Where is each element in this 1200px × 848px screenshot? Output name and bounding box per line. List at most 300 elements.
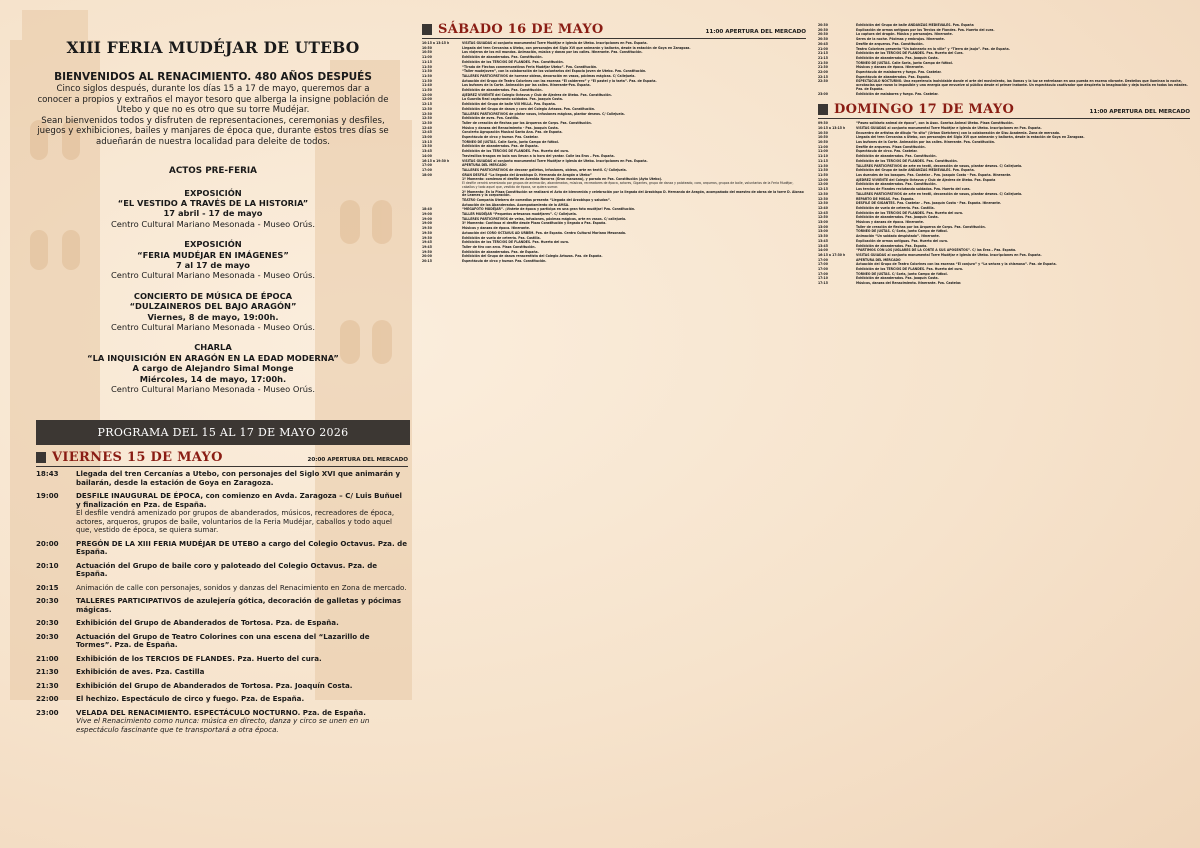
event-text: Los viajeros de los mil mundos. Animación, música y danza por las calles. Itinerante. Pza. Constitución. xyxy=(462,50,643,55)
event-description xyxy=(856,93,1190,97)
event-text: “Paseo solidario animal de época”, con la Asoc. Sonrisa Animal Utebo. Plaza Constitución. xyxy=(856,121,1014,126)
day-title: VIERNES 15 DE MAYO xyxy=(52,450,223,465)
event-time: 20:10 xyxy=(36,560,59,570)
event-time: 17:00 xyxy=(422,163,432,168)
event-time: 13:00 xyxy=(818,224,828,229)
event-time: 19:00 xyxy=(36,491,59,500)
event-text: AJEDREZ VIVIENTE del Colegio Octavus y Club de Ajedrez de Utebo. Pza. Constitución. xyxy=(462,92,612,97)
event-time: 12:30 xyxy=(818,196,828,201)
event-time: 21:30 xyxy=(818,60,828,65)
pre-feria-heading: ACTOS PRE-FERIA xyxy=(169,165,257,176)
event-text: Animación “Un soldado despistado”. Itinerante. xyxy=(856,234,940,239)
pre-feria-line: Centro Cultural Mariano Mesonada - Museo Orús. xyxy=(110,270,315,281)
event-time: 10:30 xyxy=(818,130,828,135)
event-description xyxy=(76,562,408,579)
event-time: 10:50 xyxy=(422,50,432,55)
event-text: TALLERES PARTICIPATIVOS de decorar galletas, infusiones, obleas, arte en textil. C/ Callejuela. xyxy=(462,167,627,172)
event-time: 11:50 xyxy=(422,88,432,93)
event-time: 10:50 xyxy=(818,135,828,140)
event-text: Exhibición de los TERCIOS DE FLANDES. Pza. Huerto del cura. xyxy=(856,267,964,272)
event-time: 20:45 xyxy=(818,41,828,46)
event-time: 22:30 xyxy=(818,79,828,84)
event-time xyxy=(422,178,462,189)
market-opening-note: 11:00 APERTURA DEL MERCADO xyxy=(1089,109,1190,116)
event-time: 21:30 xyxy=(818,65,828,70)
event-text: Teatro Colorines presenta “Un balneario en la ville” y “Tierra de Jauja”. Pza. de España. xyxy=(856,46,1010,51)
event-description xyxy=(856,282,1190,286)
event-row xyxy=(36,470,408,487)
event-text: Espectáculo de circo y humor. Pza. Constitución. xyxy=(462,259,547,264)
event-text: Exhibición de abanderados. Pza. de España. xyxy=(462,249,539,254)
pre-feria-line: EXPOSICIÓN xyxy=(184,239,242,250)
event-text: Espectáculo de circo. Pza. Castelar. xyxy=(856,149,918,154)
event-time: 12:50 xyxy=(818,215,828,220)
event-time: 20:30 xyxy=(36,631,59,641)
event-text: “PARTIMOS CON LOS JUGLARES DE LA CORTE A SUS APOSENTOS”. C/ las Eras – Pza. España. xyxy=(856,248,1017,253)
pre-feria-event xyxy=(36,188,390,230)
event-time: 12:30 xyxy=(422,116,432,121)
event-time: 12:00 xyxy=(422,97,432,102)
event-text: Exhibición del Grupo de baile ANDANZAS MEDIEVALES. Pza. España. xyxy=(856,168,975,173)
event-time: 10:15 a 13:15 h xyxy=(422,41,450,45)
event-text: TEATRO Compañía Utebera de comedias presenta “Llegada del Arzobispo y saludos”. xyxy=(462,197,611,202)
event-text: Actuación del Grupo de Teatro Colorines con una escena del “Lazarillo de Tormes”. Pza. de España. xyxy=(76,631,370,649)
event-row xyxy=(36,584,408,593)
event-time: 11:30 xyxy=(422,73,432,78)
event-time: 10:15 a 13:15 h xyxy=(818,125,846,130)
event-text: “MEGAFOTO MUDÉJAR”. ¡Vístete de época y participa en una gran foto mudéjar! Pza. Constitución. xyxy=(462,207,636,212)
event-time: 13:45 xyxy=(818,238,828,243)
event-time: 12:15 xyxy=(818,187,828,192)
bullet-square-icon xyxy=(422,24,432,35)
event-text: Exhibición de vuelo de cetrería. Pza. Castilla. xyxy=(462,235,541,240)
event-time: 21:15 xyxy=(818,51,828,56)
event-description xyxy=(462,178,806,189)
event-text: Taller de creación de flechas por los Arqueros de Corps. Pza. Constitución. xyxy=(856,224,986,229)
event-time: 20:15 xyxy=(36,582,59,592)
event-time: 12:15 xyxy=(422,102,432,107)
pre-feria-line: CHARLA xyxy=(194,342,232,353)
event-text: Desfile de arqueros. Plaza Constitución. xyxy=(856,144,926,149)
event-text: Desfile de arqueros. Pza. Constitución. xyxy=(856,41,924,46)
pre-feria-line: EXPOSICIÓN xyxy=(184,187,242,198)
event-text: Los duendes de los bosques. Pza. Castelar – Pza. Joaquín Costa - Pza. España. Itinerante. xyxy=(856,172,1012,177)
event-text: APERTURA DEL MERCADO xyxy=(856,257,901,262)
event-text: Explicación de armas antiguas por los Tercios de Flandes. Pza. Huerto del cura. xyxy=(856,27,995,32)
event-text: TORNEO DE JUSTAS. C/ Soria, junto Campo de fútbol. xyxy=(856,229,948,234)
event-time: 22:15 xyxy=(818,74,828,79)
welcome-heading: BIENVENIDOS AL RENACIMIENTO. 480 AÑOS DESPUÉS xyxy=(54,71,372,83)
event-time: 10:50 xyxy=(818,140,828,145)
event-italic-note: Vive el Renacimiento como nunca: música en directo, danza y circo se unen en un espectáculo fascinante que te transportará a otra época. xyxy=(76,716,370,734)
event-note: El desfile vendrá amenizado por grupos de animación, abanderados, músicos, recreadores de época, actores, Gigantes, grupo de danza y paloteado, coro, arqueros, grupos de baile, voluntarios de la Feria Mudéjar, caballos y todo aquel que, vestido de época, se quiera sumar. xyxy=(462,181,794,189)
event-text: Taller de creación de flechas por los Arqueros de Corps. Pza. Constitución. xyxy=(462,120,592,125)
event-row xyxy=(36,668,408,677)
pre-feria-line: “FERIA MUDÉJAR EN IMÁGENES” xyxy=(137,249,289,260)
day-header xyxy=(422,22,806,39)
pre-feria-line: 17 abril - 17 de mayo xyxy=(163,208,263,219)
event-time: 12:00 xyxy=(818,182,828,187)
event-text: El hechizo. Espectáculo de circo y fuego. Pza. de España. xyxy=(76,694,305,703)
event-time: 20:30 xyxy=(36,596,59,605)
event-time: 19:45 xyxy=(422,240,432,245)
event-description xyxy=(76,695,408,704)
right-column xyxy=(812,0,1200,848)
event-text: VELADA DEL RENACIMIENTO. ESPECTÁCULO NOCTURNO. Pza. de España. xyxy=(76,707,366,717)
event-time: 22:00 xyxy=(818,70,828,75)
event-row xyxy=(818,80,1190,91)
event-time: 12:45 xyxy=(818,210,828,215)
event-time: 18:00 xyxy=(422,172,432,177)
event-text: TALLERES PARTICIPATIVOS de arte en textil, decoración de vasos, plantar deseos. C/ Callejuela. xyxy=(856,163,1023,168)
event-text: Exhibición de malabares y fuego. Pza. Castelar. xyxy=(856,91,939,96)
event-text: Exhibición de abanderados. Pza. Constitución. xyxy=(462,88,543,93)
event-time: 20:00 xyxy=(36,538,59,548)
page-title: XIII FERIA MUDÉJAR DE UTEBO xyxy=(66,38,360,57)
event-time: 19:00 xyxy=(422,212,432,217)
event-time: 19:30 xyxy=(422,226,432,231)
event-note: Animación de calle con personajes, sonidos y danzas del Renacimiento en Zona de mercado. xyxy=(76,582,407,592)
event-description xyxy=(76,492,408,535)
event-text: Actuación de los Abanderados. Acompañamiento de la AMSA. xyxy=(462,202,570,207)
event-time: 11:40 xyxy=(422,83,432,88)
event-row xyxy=(36,709,408,735)
event-time xyxy=(422,199,462,203)
event-time: 16:15 a 17:30 h xyxy=(818,252,846,257)
event-text: TORNEO DE JUSTAS. C/ Soria, junto Campo de fútbol. xyxy=(856,271,948,276)
event-text: Espectáculo de malabares y fuego. Pza. Castelar. xyxy=(856,70,942,75)
event-description xyxy=(462,160,806,164)
event-text: Músicas y danzas de época. Itinerante. xyxy=(856,65,924,70)
event-text: Encuentro de artistas de dibujo “in situ” (Urban Sketchers) con la colaboración de Sisu Academia. Zona de mercado. xyxy=(856,130,1061,135)
event-time: 20:30 xyxy=(818,23,828,27)
pre-feria-list xyxy=(36,188,390,395)
event-list xyxy=(36,470,408,734)
pre-feria-line: A cargo de Alejandro Simal Monge xyxy=(132,363,294,374)
event-description xyxy=(76,668,408,677)
event-text: Exhibición de los TERCIOS DE FLANDES. Pza. Huerto del cura. xyxy=(462,149,570,154)
event-time: 20:30 xyxy=(818,37,828,42)
day-header xyxy=(36,450,408,467)
event-time: 21:00 xyxy=(36,653,59,663)
event-time: 13:00 xyxy=(818,220,828,225)
event-text: Músicas y danzas de época. Itinerante. xyxy=(856,220,924,225)
event-time: 11:30 xyxy=(422,69,432,74)
event-text: Exhibición de abanderados. Pza. Joaquín Costa. xyxy=(856,55,939,60)
event-time: 12:30 xyxy=(818,191,828,196)
event-time: 12:30 xyxy=(818,201,828,206)
pre-feria-line: Miércoles, 14 de mayo, 17:00h. xyxy=(139,373,287,384)
event-time: 23:00 xyxy=(36,707,59,717)
event-text: PREGÓN DE LA XIII FERIA MUDÉJAR DE UTEBO a cargo del Colegio Octavus. Pza. de España. xyxy=(76,538,408,556)
event-text: Actuación del Grupo de Teatro Colorines con las escenas “El conjuro” y “La señora y la chismosa”. Pza. de España. xyxy=(856,262,1057,267)
event-text: Concierto Agrupación Musical Santa Ana. Pza. de España. xyxy=(462,130,563,135)
day-title: DOMINGO 17 DE MAYO xyxy=(834,102,1015,118)
pre-feria-line: CONCIERTO DE MÚSICA DE ÉPOCA xyxy=(133,290,293,301)
event-note: El desfile vendrá amenizado por grupos de abanderados, músicos, recreadores de época, actores, arqueros, grupos de baile, voluntarios de la Feria Mudéjar, caballos y todo aquel que, vestido de época, se quiera sumar. xyxy=(76,508,395,534)
event-text: Exhibición de los TERCIOS DE FLANDES. Pza. Constitución. xyxy=(462,59,564,64)
event-text: Exhibición de los TERCIOS DE FLANDES. Pza. Huerto del Cura. xyxy=(856,51,964,56)
event-text: Taller de tiro con arco. Plaza Constitución. xyxy=(462,244,536,249)
event-row xyxy=(818,282,1190,286)
pre-feria-event xyxy=(36,239,390,281)
event-text: Exhibición de los TERCIOS DE FLANDES. Pza. Huerto del cura. xyxy=(856,210,964,215)
event-text: Espectáculo de circo y humor. Pza. Castelar. xyxy=(462,135,539,140)
event-text: TALLERES PARTICIPATIVOS de hornear obleas, decoración en vasos, pócimas mágicas. C/ Callejuela. xyxy=(462,73,636,78)
event-text: APERTURA DEL MERCADO xyxy=(462,163,507,168)
event-text: Exhibición de abanderados. Pza. Constitución. xyxy=(856,154,937,159)
event-text: Exhibición del Grupo de Abanderados de Tortosa. Pza. de España. xyxy=(76,618,339,627)
event-text: TALLER MUDÉJAR “Pequeños artesanos mudéjares”. C/ Callejuela. xyxy=(462,212,577,217)
event-time: 12:00 xyxy=(422,92,432,97)
event-text: Exhibición de los TERCIOS DE FLANDES. Pza. Constitución. xyxy=(856,158,958,163)
event-time: 12:45 xyxy=(422,130,432,135)
event-time: 19:00 xyxy=(422,221,432,226)
event-text: Llegada del tren Cercanías a Utebo, con personajes del Siglo XVI que animarán y bailarán, desde la estación de Goya en Zaragoza. xyxy=(462,45,691,50)
day-sunday xyxy=(818,102,1190,286)
event-list xyxy=(422,42,806,264)
event-description xyxy=(76,584,408,593)
event-description xyxy=(76,540,408,557)
event-time: 11:30 xyxy=(818,168,828,173)
event-time: 17:00 xyxy=(818,271,828,276)
event-text: Exhibición del Grupo de Abanderados de Tortosa. Pza. Joaquín Costa. xyxy=(76,680,353,690)
event-text: GRAN DESFILE “La llegada del Arzobispo D. Hernando de Aragón a Utebo” xyxy=(462,172,592,177)
event-text: Espectáculo de abanderados. Pza. España. xyxy=(856,74,931,79)
event-text: Exhibición de abanderados. Pza. España. xyxy=(856,243,928,248)
event-time: 11:30 xyxy=(818,163,828,168)
pre-feria-line: “EL VESTIDO A TRAVÉS DE LA HISTORIA” xyxy=(117,197,309,208)
event-description xyxy=(76,470,408,487)
event-text: Música y danzas del Renacimiento - Pza. Joaquín Costa. xyxy=(462,125,559,130)
event-text: Seres de la noche. Pócimas y embrujos. Itinerante. xyxy=(856,37,945,42)
event-text: VISITAS GUIADAS al conjunto monumental Torre Mudéjar e Iglesia de Utebo. Inscripciones en Pza. España. xyxy=(856,125,1042,130)
event-row xyxy=(36,633,408,650)
event-text: 3º Momento: Continua el desfile desde Plaza Constitución y llegada a Pza. España. xyxy=(462,221,607,226)
event-time: 11:00 xyxy=(422,55,432,60)
event-row xyxy=(36,540,408,557)
event-text: TORNEO DE JUSTAS. Calle Soria, junto Campo de fútbol. xyxy=(462,139,559,144)
event-description xyxy=(76,619,408,628)
event-time: 20:30 xyxy=(36,618,59,627)
event-time: 18:43 xyxy=(36,469,59,478)
event-time: 13:30 xyxy=(422,144,432,149)
event-text: Explicación de armas antiguas. Pza. Huerto del cura. xyxy=(856,238,949,243)
event-time: 20:30 xyxy=(818,32,828,37)
event-time: 20:00 xyxy=(422,254,432,259)
event-description xyxy=(462,260,806,264)
event-time: 21:15 xyxy=(818,55,828,60)
event-text: Exhibición del Grupo de baile ANDANZAS MEDIEVALES. Pza. España xyxy=(856,23,974,27)
event-time: 11:30 xyxy=(422,78,432,83)
event-row xyxy=(36,597,408,614)
event-time: 11:15 xyxy=(422,59,432,64)
pre-feria-event xyxy=(36,291,390,333)
pre-feria-line: “DULZAINEROS DEL BAJO ARAGÓN” xyxy=(129,301,297,312)
event-list-continued xyxy=(818,24,1190,96)
event-text: La Guardia Real capturando soldados. Pza. Joaquín Costa. xyxy=(462,97,563,102)
event-text: Músicas, danzas del Renacimiento. Itinerante. Pza. Castelar. xyxy=(856,281,962,286)
event-time: 22:00 xyxy=(36,694,59,703)
program-banner: PROGRAMA DEL 15 AL 17 DE MAYO 2026 xyxy=(36,420,410,445)
event-time: 11:00 xyxy=(818,144,828,149)
event-time: 11:15 xyxy=(818,158,828,163)
pre-feria-line: Centro Cultural Mariano Mesonada - Museo Orús. xyxy=(110,322,315,333)
event-time: 12:40 xyxy=(818,205,828,210)
event-time: 21:30 xyxy=(36,680,59,690)
pre-feria-event xyxy=(36,342,390,394)
event-description xyxy=(76,682,408,691)
event-time: 11:30 xyxy=(422,64,432,69)
event-text: “Taller mudejoven”, con la colaboración de los voluntarios del Espacio Joven de Utebo. Pza. Constitución. xyxy=(462,69,647,74)
event-time: 11:00 xyxy=(818,149,828,154)
event-text: Exhibición de los TERCIOS DE FLANDES. Pza. Huerto del cura. xyxy=(76,653,322,663)
event-time: 16:15 a 19:30 h xyxy=(422,158,450,163)
event-time: 13:45 xyxy=(818,243,828,248)
event-description xyxy=(76,633,408,650)
event-time: 13:00 xyxy=(422,135,432,140)
event-text: DESFILE INAUGURAL DE ÉPOCA, con comienzo en Avda. Zaragoza – C/ Luis Buñuel y finalización en Pza. de España. xyxy=(76,491,402,509)
pre-feria-line: Centro Cultural Mariano Mesonada - Museo Orús. xyxy=(110,384,315,395)
event-text: Exhibición de abanderados. Pza. de España. xyxy=(462,144,539,149)
event-description xyxy=(76,709,408,735)
pre-feria-line: Viernes, 8 de mayo, 19:00h. xyxy=(147,311,279,322)
event-time: 11:10 xyxy=(818,154,828,159)
event-description xyxy=(462,191,806,198)
event-time: 17:00 xyxy=(818,267,828,272)
event-text: Llegada del tren Cercanías a Utebo, con personajes del Siglo XVI que animarán y bailarán, desde la estación de Goya en Zaragoza. xyxy=(76,469,401,487)
event-list xyxy=(818,122,1190,286)
event-time: 12:00 xyxy=(818,177,828,182)
event-text: TORNEO DE JUSTAS. Calle Soria, junto Campo de fútbol. xyxy=(856,60,953,65)
event-text: VISITAS GUIADAS al conjunto monumental Torre Mudéjar e Iglesia de Utebo. Inscripciones en Pza. España. xyxy=(462,158,648,163)
event-text: Exhibición de aves. Pza. Castilla xyxy=(76,667,205,676)
event-time: 20:30 xyxy=(818,27,828,32)
event-text: REPARTO DE MIGAS. Pza. España. xyxy=(856,196,915,201)
event-text: Músicas y danzas de época. Itinerante. xyxy=(462,226,530,231)
pre-feria-line: 7 al 17 de mayo xyxy=(176,260,250,270)
event-time: 17:00 xyxy=(818,262,828,267)
event-time: 13:45 xyxy=(422,149,432,154)
event-time: 23:00 xyxy=(818,91,828,96)
event-text: VISITAS GUIADAS al conjunto monumental Torre Mudéjar e Iglesia de Utebo. Inscripciones en Pza. España. xyxy=(856,252,1042,257)
event-text: Exhibición de los TERCIOS DE FLANDES. Pza. Huerto del cura. xyxy=(462,240,570,245)
market-opening-note: 20:00 APERTURA DEL MERCADO xyxy=(307,457,408,463)
day-title: SÁBADO 16 DE MAYO xyxy=(438,22,604,37)
event-description xyxy=(76,597,408,614)
event-time: 13:30 xyxy=(818,234,828,239)
event-time: 19:30 xyxy=(422,230,432,235)
event-time: 14:00 xyxy=(422,153,432,158)
middle-column xyxy=(412,0,812,848)
event-text: 1º Momento: comienza el desfile en Avenida Navarra (Gran manzana), y parada en Pza. Constitución (Ayto Utebo). xyxy=(462,177,663,182)
market-opening-note: 11:00 APERTURA DEL MERCADO xyxy=(705,29,806,35)
event-text: Travieslilos trasgos en bola nos llevan a la hora del yantar. Calle las Eras – Pza. España. xyxy=(462,153,615,158)
event-row xyxy=(422,178,806,189)
event-text: Exhibición de abanderados. Pza. Constitución. xyxy=(462,55,543,60)
event-row xyxy=(36,682,408,691)
event-text: Exhibición del Grupo de danza y coro del Colegio Artazos. Pza. Constitución. xyxy=(462,106,596,111)
event-text: Llegada del tren Cercanías a Utebo, con personajes del Siglo XVI que animarán y bailarán, desde la estación de Goya en Zaragoza. xyxy=(856,135,1085,140)
event-time: 19:30 xyxy=(422,235,432,240)
pre-feria-line: Centro Cultural Mariano Mesonada - Museo Orús. xyxy=(110,218,315,229)
bullet-square-icon xyxy=(36,452,46,463)
event-text: Actuación del Grupo de baile coro y paloteado del Colegio Octavus. Pza. de España. xyxy=(76,560,378,578)
event-row xyxy=(36,562,408,579)
event-row xyxy=(818,93,1190,97)
event-text: Los tercios de Flandes reclutando soldados. Pza. Huerto del cura. xyxy=(856,187,971,192)
event-time: 12:30 xyxy=(422,120,432,125)
event-time: 11:50 xyxy=(818,172,828,177)
pre-feria-line: “LA INQUISICIÓN EN ARAGÓN EN LA EDAD MODERNA” xyxy=(87,352,339,363)
event-time: 19:50 xyxy=(422,249,432,254)
event-description xyxy=(76,655,408,664)
event-description xyxy=(856,80,1190,91)
event-text: VISITAS GUIADAS al conjunto monumental Torre Mudéjar e Iglesia de Utebo. Inscripciones en Pza. España. xyxy=(462,41,648,45)
event-time: 17:15 xyxy=(818,281,828,286)
event-time xyxy=(422,191,462,198)
event-time: 18:40 xyxy=(422,207,432,212)
event-time: 21:00 xyxy=(818,46,828,51)
event-text: “Tirada de Flechas conmemorativas Feria Mudéjar Utebo”. Pza. Constitución. xyxy=(462,64,598,69)
event-text: Exhibición del Grupo de danza renacentista del Colegio Artazos. Pza. de España. xyxy=(462,254,603,259)
event-time: 19:45 xyxy=(422,244,432,249)
event-text: Actuación del Grupo de Teatro Colorines con las escenas “El calderero” y “El pastel y la tarta”. Pza. de España. xyxy=(462,78,657,83)
event-text: 2º Momento: En la Plaza Constitución se realizará el Acto de bienvenida y celebración por la llegada del Arzobispo D. Hernando de Aragón, acompañado del maestro de obras de la torre D. Alonso de Lezmes y la corporación. xyxy=(462,189,804,198)
event-text: Exhibición de abanderados. Pza. Joaquín Costa. xyxy=(856,215,939,220)
event-time: 19:00 xyxy=(422,216,432,221)
event-text: La captura del dragón. Música y personajes. Itinerante. xyxy=(856,32,953,37)
event-text: Exhibición de vuelo de cetrería. Pza. Castilla. xyxy=(856,205,935,210)
bullet-square-icon xyxy=(818,104,828,115)
event-row xyxy=(422,191,806,198)
day-header xyxy=(818,102,1190,119)
event-text: Exhibición de abanderados. Pza. Joaquín Costa. xyxy=(856,276,939,281)
event-text: ESPECTÁCULO NOCTURNO. Una experiencia inolvidable donde el arte del movimiento, las llamas y la luz se entrelazan en una puesta en escena vibrante. Destellos que iluminan la noche, acrobacias que rozan lo imposible y una energía que envuelve al público desde el primer instante. Un espectáculo cautivador que despierta la imaginación y deja huella en todas las edades. Pza. de España. xyxy=(856,79,1188,91)
event-time: 13:15 xyxy=(422,139,432,144)
event-row xyxy=(36,655,408,664)
event-text: Actuación del CORO OCTAVUS AD URBEM. Pza. de España. Centro Cultural Mariano Mesonada. xyxy=(462,230,627,235)
event-time: 21:30 xyxy=(36,667,59,676)
event-time: 12:30 xyxy=(422,106,432,111)
day-saturday xyxy=(422,22,806,264)
event-text: TALLERES PARTICIPATIVOS de arte en textil, decoración de vasos, plantar deseos. C/ Callejuela. xyxy=(856,191,1023,196)
event-text: Exhibición del Grupo de baile VIII MILLA. Pza. España. xyxy=(462,102,557,107)
event-text: TALLERES PARTICIPATIVOS de velas, infusiones, pócimas mágicas, arte en vasos. C/ callejuela. xyxy=(462,216,627,221)
event-text: TALLERES PARTICIPATIVOS de azulejería gótica, decoración de galletas y pócimas mágicas. xyxy=(76,596,402,614)
event-text: Exhibición de aves. Pza. Castilla. xyxy=(462,116,520,121)
event-row xyxy=(36,695,408,704)
event-time: 17:00 xyxy=(422,167,432,172)
event-time: 20:15 xyxy=(422,259,432,264)
event-time: 14:00 xyxy=(818,248,828,253)
event-text: Los bufones de la Corte. Animación por las calles. Itinerante-Pza. España. xyxy=(462,83,591,88)
event-text: Los bufones de la Corte. Animación por las calles. Itinerante. Pza. Constitución. xyxy=(856,140,996,145)
event-text: AJEDREZ VIVIENTE del Colegio Octavus y Club de Ajedrez de Utebo. Pza. España xyxy=(856,177,996,182)
event-time: 17:00 xyxy=(818,257,828,262)
event-time: 12:30 xyxy=(422,111,432,116)
event-time: 09:30 xyxy=(818,121,828,126)
event-text: DESFILE DE GIGANTES. Pza. Castelar – Pza. Joaquín Costa - Pza. España. Itinerante. xyxy=(856,201,1002,206)
event-description xyxy=(856,254,1190,258)
event-row xyxy=(36,492,408,535)
event-text: TALLERES PARTICIPATIVOS de pintar vasos, infusiones mágicas, plantar deseos. C/ Callejuela. xyxy=(462,111,625,116)
event-time: 10:50 xyxy=(422,45,432,50)
event-row xyxy=(36,619,408,628)
day-friday xyxy=(36,450,408,739)
event-text: Exhibición de abanderados. Pza. Constitución. xyxy=(856,182,937,187)
intro-text: Cinco siglos después, durante los días 15 a 17 de mayo, queremos dar a conocer a propios y extraños el mayor tesoro que alberga la insigne población de Utebo y que no es otro que su torre Mudéjar. Sean bienvenidos todos y disfruten de representaciones, ceremonias y desfiles, juegos y exhibiciones, bailes y manjares de época que, durante estos tres días se adueñarán de nuestra localidad para deleite de todos. xyxy=(37,84,389,147)
